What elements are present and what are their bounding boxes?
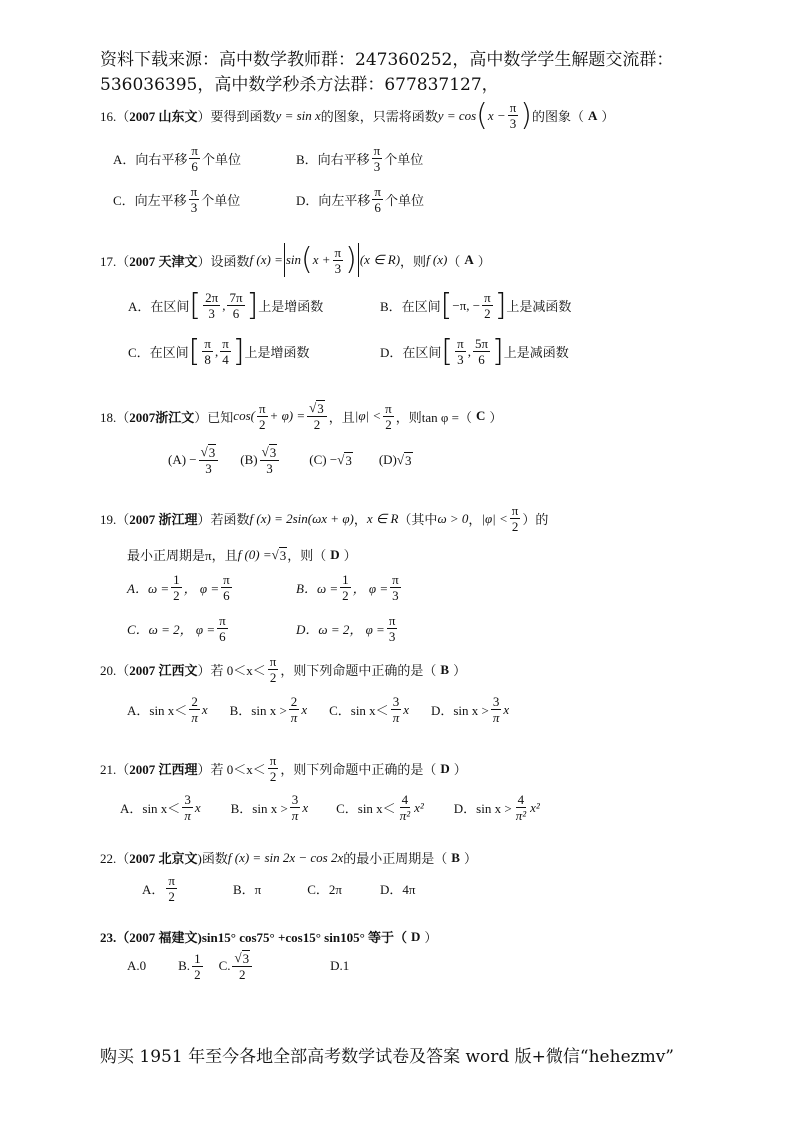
abs-bar <box>284 243 285 277</box>
fraction: $\frac{5\pi}{6}$ <box>474 336 489 367</box>
option-label: (C) − <box>309 452 338 467</box>
paren-close-text: ） <box>477 253 491 269</box>
fraction: $\frac{\pi}{3}$ <box>373 143 381 174</box>
paren-close-text: ） <box>453 663 467 678</box>
option-label: A．向右平移 <box>113 152 188 167</box>
answer: B <box>451 849 460 865</box>
answer: D <box>330 546 340 562</box>
fraction: $\frac{\pi}{6}$ <box>219 613 226 644</box>
question-number: 17.（ <box>100 253 130 269</box>
option-tail: 个单位 <box>384 152 424 167</box>
q20-option-c: C．sin x＜ $\frac{3}{\pi}$ x <box>329 694 409 725</box>
fraction: $\frac{\pi}{2}$ <box>258 400 266 432</box>
header-line-1: 资料下载来源：高中数学教师群：247360252，高中数学学生解题交流群： <box>100 50 674 70</box>
q19-option-a <box>127 572 234 603</box>
bracket-close: ] <box>246 287 259 323</box>
bracket-close: ] <box>232 333 245 369</box>
formula: y = sin x <box>275 107 321 123</box>
fraction: $\frac{\pi}{3}$ <box>190 184 198 215</box>
option-tail: 上是减函数 <box>506 299 572 314</box>
formula: cos( <box>233 408 255 423</box>
formula: f (x) <box>426 252 448 267</box>
q22-option-d: D．4π <box>379 882 416 897</box>
q20-option-a: A．sin x＜ $\frac{2}{\pi}$ x <box>127 694 208 725</box>
formula: f (x) = sin 2x − cos 2x <box>227 849 344 865</box>
formula: −π, − <box>452 297 481 313</box>
fraction: $\frac{\pi}{4}$ <box>222 336 229 367</box>
option-tail: 个单位 <box>384 193 424 208</box>
option-tail: 上是增函数 <box>258 299 324 314</box>
question-source: 2007 山东文 <box>129 109 198 124</box>
question-text: ，则 <box>400 253 427 269</box>
fraction: √ 3 2 <box>307 400 327 432</box>
paren-close-text: ） <box>343 548 357 563</box>
question-source: 2007 江西文 <box>129 663 198 678</box>
q17-option-d: D．在区间 [ $\frac{\pi}{3}$ , $\frac{5\pi}{6}$ ] 上是减函数 <box>380 333 569 369</box>
formula: sin <box>285 252 302 267</box>
question-text: )sin15° cos75° +cos15° sin105° 等于（ <box>197 930 408 945</box>
abs-bar <box>358 243 359 277</box>
question-number: 16.（ <box>100 109 130 124</box>
q23-option-a: A.0 <box>127 958 147 973</box>
fraction: $\frac{\pi}{6}$ <box>374 184 381 215</box>
question-19-line-2 <box>127 545 357 564</box>
paren-open: ( <box>476 97 488 133</box>
formula: ， φ = <box>183 581 220 596</box>
question-18 <box>100 400 502 432</box>
q16-option-b <box>296 143 423 174</box>
option-label: (A) − <box>168 452 197 467</box>
question-text: ）若 0＜x＜ <box>197 762 266 777</box>
paren-close-text: ） <box>453 762 467 777</box>
formula: |φ| < <box>481 510 508 526</box>
option-label: A．在区间 <box>128 299 190 314</box>
fraction: $\frac{7\pi}{6}$ <box>229 290 243 321</box>
formula: f (0) = <box>237 546 272 562</box>
formula: x ∈ R <box>366 510 399 526</box>
bracket-open: [ <box>441 333 454 369</box>
question-source: 2007 北京文 <box>129 851 198 866</box>
fraction: $\frac{\pi}{6}$ <box>223 572 230 603</box>
question-source: 2007 福建文 <box>129 930 198 945</box>
question-text: 的最小正周期是（ <box>343 851 448 866</box>
q21-option-c: C．sin x＜ $\frac{4}{\text{π²}}$ x² <box>336 792 424 823</box>
q23-options <box>127 950 349 982</box>
fraction: $\frac{\pi}{6}$ <box>191 143 198 174</box>
question-text: ，则下列命题中正确的是（ <box>280 663 437 678</box>
q18-options <box>168 444 413 476</box>
option-label: C．向左平移 <box>113 193 187 208</box>
q16-option-d <box>296 184 424 215</box>
fraction: $\frac{2\pi}{3}$ <box>205 290 219 321</box>
question-text: 最小正周期是π，且 <box>127 548 238 563</box>
fraction: $\frac{\pi}{2}$ <box>385 400 392 432</box>
question-text: ）若函数 <box>197 512 250 527</box>
question-text: ， <box>353 512 367 527</box>
option-tail: 个单位 <box>201 152 241 167</box>
formula: y = cos <box>437 107 477 123</box>
question-text: ）设函数 <box>197 253 250 269</box>
question-text: ，则下列命题中正确的是（ <box>280 762 437 777</box>
formula: |φ| < <box>354 408 382 423</box>
option-label: B．ω = <box>296 581 339 596</box>
q21-option-d: D．sin x > $\frac{4}{\text{π²}}$ x² <box>453 792 540 823</box>
question-source: 2007浙江文 <box>129 409 195 425</box>
option-label: C．在区间 <box>128 345 189 360</box>
question-number: 21.（ <box>100 762 130 777</box>
formula: ω > 0 <box>437 510 469 526</box>
fraction: $\frac{1}{2}$ <box>173 572 180 603</box>
option-label: D．ω = 2， φ = <box>296 622 385 637</box>
formula: (x ∈ R) <box>359 252 401 267</box>
q19-option-d <box>296 613 399 644</box>
fraction: $\frac{\pi}{8}$ <box>204 336 211 367</box>
fraction: $\frac{\pi}{2}$ <box>269 654 277 685</box>
paren-close-text: ） <box>463 851 477 866</box>
fraction: $\frac{\pi}{2}$ <box>511 503 519 534</box>
option-label: D．向左平移 <box>296 193 371 208</box>
option-label: (D) <box>378 452 397 467</box>
sqrt: √ 3 <box>271 546 287 563</box>
q23-option-c: C. √ 3 2 <box>219 950 255 982</box>
bracket-open: [ <box>188 333 201 369</box>
q23-option-b: B. $\frac{1}{2}$ <box>178 950 201 982</box>
q17-option-a: A．在区间 [ $\frac{2\pi}{3}$ , $\frac{7\pi}{6}$ ] 上是增函数 <box>128 287 324 323</box>
q20-option-b: B．sin x > $\frac{2}{\pi}$ x <box>229 694 308 725</box>
question-source: 2007 天津文 <box>129 253 198 269</box>
question-21 <box>100 753 467 784</box>
question-text: ，则tan φ =（ <box>395 409 472 425</box>
question-number: 18.（ <box>100 409 130 425</box>
question-source: 2007 浙江理 <box>129 512 198 527</box>
question-number: 20.（ <box>100 663 130 678</box>
option-label: A．ω = <box>127 581 170 596</box>
question-23 <box>100 927 437 946</box>
fraction: $\frac{\pi}{3}$ <box>334 244 342 276</box>
question-22 <box>100 848 477 867</box>
q21-option-a: A．sin x＜ $\frac{3}{\pi}$ x <box>120 792 201 823</box>
question-source: 2007 江西理 <box>129 762 198 777</box>
question-text: ）的 <box>522 512 549 527</box>
q16-option-a <box>113 143 241 174</box>
question-text: ）若 0＜x＜ <box>197 663 266 678</box>
q19-option-c <box>127 613 230 644</box>
answer: C <box>475 408 486 423</box>
paren-close-text: ） <box>489 409 503 425</box>
fraction: $\frac{\pi}{2}$ <box>269 753 277 784</box>
option-label: C．ω = 2， φ = <box>127 622 216 637</box>
q17-option-b <box>380 287 572 323</box>
bracket-close: ] <box>494 287 507 323</box>
option-tail: 个单位 <box>201 193 241 208</box>
fraction: $\frac{\pi}{3}$ <box>392 572 399 603</box>
question-number: 23.（ <box>100 930 130 945</box>
bracket-close: ] <box>492 333 504 369</box>
answer: A <box>588 107 598 123</box>
q22-option-c: C．2π <box>307 882 342 897</box>
question-19 <box>100 503 548 534</box>
fraction: $\frac{\pi}{3}$ <box>457 336 464 367</box>
q22-option-a: A． $\frac{\pi}{2}$ <box>142 873 175 904</box>
sqrt: √ 3 <box>396 452 412 468</box>
bracket-open: [ <box>440 287 453 323</box>
question-text: 的图象，只需将函数 <box>320 109 438 124</box>
option-label: B．在区间 <box>380 299 441 314</box>
option-label: D．在区间 <box>380 345 442 360</box>
q16-option-c <box>113 184 240 215</box>
sqrt: √ 3 <box>337 452 352 468</box>
formula: + φ) = <box>269 408 306 423</box>
formula: x − <box>487 107 506 123</box>
paren-close-text: ） <box>601 109 615 124</box>
fraction: $\frac{1}{2}$ <box>342 572 349 603</box>
fraction: √ 3 3 <box>199 444 219 476</box>
answer: D <box>411 928 421 944</box>
question-text: （ <box>447 253 461 269</box>
q19-option-b <box>296 572 403 603</box>
paren-open: ( <box>301 242 313 277</box>
paren-close: ) <box>345 242 357 277</box>
header-line-2: 536036395，高中数学秒杀方法群：677837127， <box>100 75 499 95</box>
q17-option-c: C．在区间 [ $\frac{\pi}{8}$ , $\frac{\pi}{4}$ ] 上是增函数 <box>128 333 310 369</box>
question-text: ）已知 <box>194 409 234 425</box>
q22-options <box>142 873 415 904</box>
footer-note: 购买 1951 年至今各地全部高考数学试卷及答案 word 版+微信“hehezmv” <box>100 1047 674 1067</box>
option-tail: 上是减函数 <box>503 345 569 360</box>
q22-option-b: B．π <box>232 882 262 897</box>
fraction: √ 3 3 <box>260 444 280 476</box>
question-text: 的图象（ <box>531 109 584 124</box>
question-text: （其中 <box>398 512 438 527</box>
question-16 <box>100 97 615 133</box>
question-text: ，则（ <box>287 548 327 563</box>
option-label: B．向右平移 <box>296 152 370 167</box>
formula: f (x) = 2sin(ωx + φ) <box>249 510 354 526</box>
fraction: $\frac{\pi}{3}$ <box>509 100 517 131</box>
fraction: $\frac{\pi}{2}$ <box>484 290 491 321</box>
q23-option-d: D.1 <box>330 958 350 973</box>
option-tail: 上是增函数 <box>244 345 310 360</box>
q21-options <box>120 792 540 823</box>
formula: ， φ = <box>352 581 389 596</box>
option-label: (B) <box>240 452 258 467</box>
question-number: 19.（ <box>100 512 130 527</box>
q20-options <box>127 694 509 725</box>
q21-option-b: B．sin x > $\frac{3}{\pi}$ x <box>230 792 309 823</box>
question-20 <box>100 654 466 685</box>
formula: x + <box>312 252 331 267</box>
q20-option-d: D．sin x > $\frac{3}{\pi}$ x <box>430 694 510 725</box>
answer: A <box>464 252 474 267</box>
answer: D <box>440 760 450 776</box>
question-text: )函数 <box>197 851 228 866</box>
answer: B <box>440 661 450 677</box>
fraction: $\frac{\pi}{3}$ <box>388 613 396 644</box>
question-17 <box>100 243 491 277</box>
question-text: ，且 <box>328 409 355 425</box>
question-text: ）要得到函数 <box>197 109 276 124</box>
question-number: 22.（ <box>100 851 130 866</box>
formula: f (x) = <box>249 252 283 267</box>
bracket-open: [ <box>189 287 202 323</box>
question-text: ， <box>468 512 482 527</box>
paren-close: ) <box>520 97 532 133</box>
paren-close-text: ） <box>424 930 438 945</box>
